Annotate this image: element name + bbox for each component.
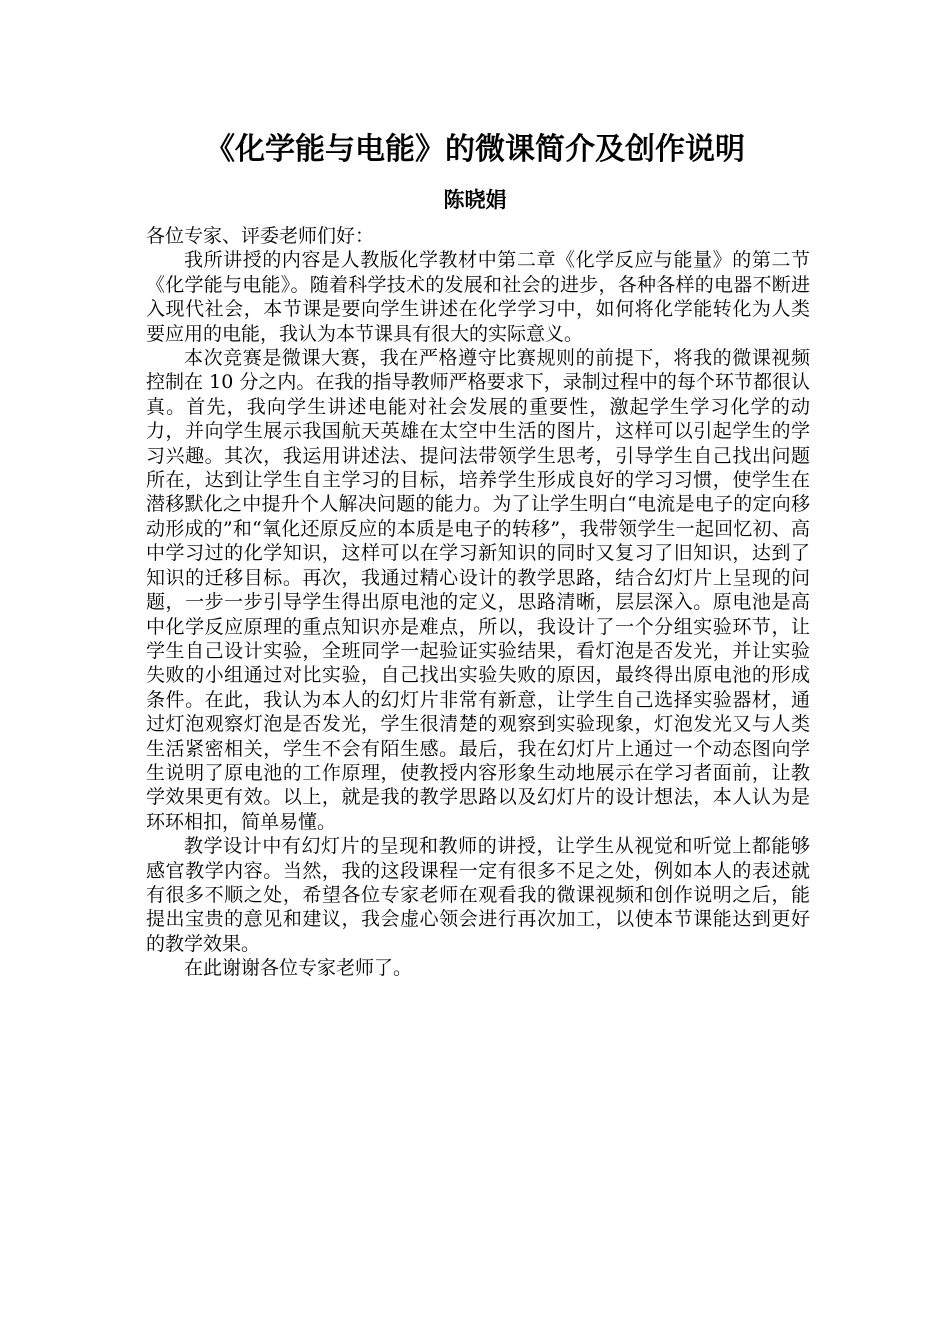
paragraph-process: 本次竞赛是微课大赛，我在严格遵守比赛规则的前提下，将我的微课视频控制在 10 分之内。在我的指导教师严格要求下，录制过程中的每个环节都很认真。首先，我向学生讲述电能对社会发展的重要性，激起学生学习化学的动力，并向学生展示我国航天英雄在太空中生活的图片，这样可以引起学生的学习兴趣。其次，我运用讲述法、提问法带领学生思考，引导学生自己找出问题所在，达到让学生自主学习的目标，培养学生形成良好的学习习惯，使学生在潜移默化之中提升个人解决问题的能力。为了让学生明白“电流是电子的定向移动形成的”和“氧化还原反应的本质是电子的转移”，我带领学生一起回忆初、高中学习过的化学知识，这样可以在学习新知识的同时又复习了旧知识，达到了知识的迁移目标。再次，我通过精心设计的教学思路，结合幻灯片上呈现的问题，一步一步引导学生得出原电池的定义，思路清晰，层层深入。原电池是高中化学反应原理的重点知识亦是难点，所以，我设计了一个分组实验环节，让学生自己设计实验，全班同学一起验证实验结果，看灯泡是否发光，并让实验失败的小组通过对比实验，自己找出实验失败的原因，最终得出原电池的形成条件。在此，我认为本人的幻灯片非常有新意，让学生自己选择实验器材，通过灯泡观察灯泡是否发光，学生很清楚的观察到实验现象，灯泡发光又与人类生活紧密相关，学生不会有陌生感。最后，我在幻灯片上通过一个动态图向学生说明了原电池的工作原理，使教授内容形象生动地展示在学习者面前，让教学效果更有效。以上，就是我的教学思路以及幻灯片的设计想法，本人认为是环环相扣，简单易懂。 (146, 347, 810, 833)
paragraph-thanks: 在此谢谢各位专家老师了。 (184, 957, 413, 980)
paragraph-intro: 我所讲授的内容是人教版化学教材中第二章《化学反应与能量》的第二节《化学能与电能》。随着科学技术的发展和社会的进步，各种各样的电器不断进入现代社会，本节课是要向学生讲述在化学学习中，如何将化学能转化为人类要应用的电能，我认为本节课具有很大的实际意义。 (146, 249, 810, 345)
document-body (146, 224, 810, 981)
greeting: 各位专家、评委老师们好： (146, 225, 375, 247)
paragraph-reflection: 教学设计中有幻灯片的呈现和教师的讲授，让学生从视觉和听觉上都能够感官教学内容。当然，我的这段课程一定有很多不足之处，例如本人的表述就有很多不顺之处，希望各位专家老师在观看我的微课视频和创作说明之后，能提出宝贵的意见和建议，我会虚心领会进行再次加工，以使本节课能达到更好的教学效果。 (146, 835, 810, 955)
author-name: 陈晓娟 (443, 188, 507, 212)
document-title: 《化学能与电能》的微课简介及创作说明 (205, 132, 745, 167)
